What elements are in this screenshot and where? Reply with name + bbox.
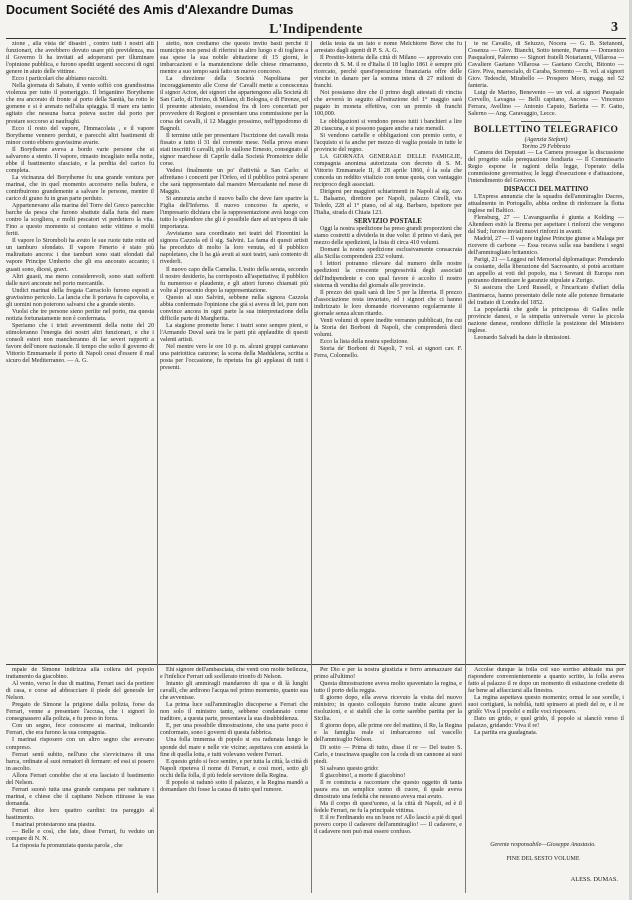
paragraph: zione , alla vista de' disastri , contro tutti i nostri alti funzionari, che avrebbero dovuto usare più previdenza, ma il Governo li ha invitati ad adoperarsi per illuminare l'opinione pubblica, e furono spediti urgenti soccorsi di ogni genere in aiuto delle vittime. [6,41,154,76]
paragraph: La regina aspettava questo momento; ormai le sue sorelle, i suoi cortigiani, la nobiltà, tutti spinsero ai piedi del re, e il re gridò: Viva il popolo! e mille voci risposero. [468,695,624,716]
paragraph: Nella giornata di Sabato, il vento soffiò con grandissima violenza per tutto il pomeriggio. Il brigantino Borytheme che era ancorato di fronte al porto della Sanità, ha rotto le gomene e si è arenato nell'alta spiaggia. Il mare era tanto agitato che nessuna barca poteva uscire dal porto per prestare soccorso ai naufraghi. [6,83,154,125]
paragraph: mpale de Simone indirizza alla collera del popolo trattamento da giacobino. [6,667,154,681]
paragraph: Il vapore lo Stromboli ha avuto le sue ruote tutte rotte ed un tamburo sfondato. Il vapore Fenerio è stato più maltrattato ancora: i due tamburi sono stati sfondati dal vapore Principe Umberto che gli era ancorato accanto; i guasti sono, dicesi, gravi. [6,238,154,273]
paragraph: Nel mentre vero le ore 10 p. m. alcuni gruppi cantavano una patriottica canzone; la scena della Maddalena, scritta a posta per l'occasione, fu ripetuta fra gli applausi di tutti i presenti. [160,344,308,372]
paragraph: Camera dei Deputati — La Camera prosegue la discussione del progetto sulla perequazione fondiaria — Il Commissario Regio espone le ragioni della legge, l'operato della commissione governativa; le leggi d'esecuzione e d'attuazione, l'intendimento del Governo. [468,149,624,184]
paragraph: Il termine utile per presentare l'iscrizione dei cavalli resta fissato a tutto il 31 del corrente mese. Nella prova erano stati inscritti 6 cavalli, più lo stallone Ernesto, consegnato al signor marchese di Caprile dalla Società Promotrice delle corse. [160,132,308,167]
feuilleton-rule [6,664,626,665]
paragraph: Accolse dunque la folla col suo sorriso abituale ma per rispondere convenientemente a quanto scritto, la folla aveva fatto al palazzo il re dopo un momento di esitazione credette di far bene ad affacciarsi alla finestra. [468,667,624,695]
paragraph: Di sotto — Prima di tutto, disse il re — Del teatro S. Carlo, e trascinava quaglie con la coda di un cannone ai suoi piedi. [314,744,462,765]
paragraph: Dato un grido, e quel grido, il popolo si slanciò verso il palazzo, gridando: Viva il re! [468,716,624,730]
column-4 [468,41,624,664]
paragraph: — Belle e così, che fate, disse Ferrari, fu veduto un compare di N. N. [6,829,154,843]
section-rule [521,121,571,122]
paragraph: Per Dio e per la nostra giustizia e ferro ammazzare dal primo all'ultimo! [314,667,462,681]
paragraph: Speriamo che i tristi avvenimenti della notte del 20 stimoleranno l'energia dei nostri altri funzionari, e che i consoli esteri non mancheranno di far severi rapporti a favore dell'onore nazionale. Il tempo che solto il governo di Vittorio Emmanuele il porto di Napoli cessi d'essere il mal sicuro del Mediterraneo. — A. G. [6,322,154,365]
paragraph: I marinai protestarono una piastra. [12,822,96,829]
paragraph: Noi possiamo dire che il primo degli attestati di vincita che avverrà in seguito all'estrazione del 1° maggio sarà pagato in moneta effettiva, con un premio di franchi 100,000. [314,90,462,118]
paragraph: Storia de' Borboni di Napoli, 7 vol. ai signori cav. F. Ferra, Colonnello. [314,345,462,360]
paragraph: Oggi la nostra spedizione ha preso grandi proporzioni che siamo costretti a dividerla in due volte: il primo vi darà, per mezzo delle spedizioni, la lista di circa 410 volumi. [314,226,462,247]
paragraph: E questo grido si fece sentire, e per tutta la città, la città di Napoli ripeteva il nome di Ferrari, e così morì, sotto gli occhi della folla, il più fedele servitore della Regina. [160,758,308,779]
paragraph: Appartenevano alla marina del Torre del Greco parecchie barche da pesca che furono sbattute dalla furia del mare contro la scogliera, e molti pescatori vi perdettero la vita. Fino a questo momento si contano sette vittime e molti feriti. [6,203,154,238]
paragraph: Le obbligazioni si vendono presso tutti i banchieri a lire 20 ciascuna, e si possono pagare anche a rate mensili. [314,118,462,132]
column-2 [160,41,308,664]
end-of-volume-note: FINE DEL SESTO VOLUME [506,856,580,862]
paragraph: La popolarità che gode la principessa di Galles nelle provincie danesi, e la simpatia universale verso la piccola nazione danese, rendono difficile la posizione del Ministero inglese. [468,306,624,334]
gerente-line: Gerente responsabile—Gioseppe Anastasio. [490,842,596,848]
paragraph: Ecco il resto del vapore, l'Immacolata , e il vapore Borytheme vennero perduti, e parecchi altri bastimenti di minor conto ebbero gravissime avarie. [6,125,154,146]
document-caption: Document Société des Amis d'Alexandre Dumas [6,3,294,17]
paragraph: Il prezzo dei quali sarà di lire 5 per la libreria. Il prezzo d'associazione resta invariato, ed i signori che ci hanno indirizzato le loro domande riceveranno regolarmente il giornale senza alcun ritardo. [314,289,462,317]
paragraph: Domani la nostra spedizione esclusivamente consacrata alla Sicilia comprenderà 232 volumi. [314,247,462,261]
paragraph: Il giorno dopo, ella aveva ricevuto la visita del nuovo ministro; in questo colloquio furono tratte alcune gravi risoluzioni, e si stabilì che la corte sarebbe partita per la Sicilia. [314,695,462,723]
paragraph: Flensburg, 27 — L'avanguardia è giunta a Kolding — Altendeen esitò la Brema per aspettare i rinforzi che vengono dal Sud; furono inviati nuovi rinforzi in avanti. [468,214,624,236]
paragraph: Questa dimostrazione aveva molto spaventato la regina, e tutto il porto della reggia. [314,681,462,695]
paragraph: Ecco la lista della nostra spedizione. [320,338,409,345]
top-rule [6,38,626,39]
paragraph: Allora Ferrari conobbe che si era lasciato il bastimento del Nelson. [6,772,154,786]
paragraph: Il re comincia a raccontare che questo oggetto di tanta paura era un semplice uomo di cuore, il quale aveva dimostrato una fedeltà che nessuno aveva mai avuto. [314,779,462,800]
upper-columns [6,41,626,664]
agency-subtitle: (Agenzia Stefani) [524,135,568,143]
paragraph: Altri guasti, ma meno considerevoli, sono stati sofferti dalle navi ancorate nel porto mercantile. [6,273,154,287]
feuilleton-column-3 [314,667,462,895]
paragraph: Il giacobino!, a morte il giacobino! [320,772,406,779]
paragraph: La vicinanza del Borytheme fu una grande ventura per marinai, che in quel momento accorsero nella bufera, e contribuirono grandemente a salvare le persone, mentre il carico di grano fu in gran parte perduto. [6,174,154,203]
paragraph: Madrid, 27 — Il vapore inglese Principe giunse a Malaga per ricevere di carbone — Essa recava sulla sua bandiera i segni dell'ammiragliato britannico. [468,236,624,257]
feuilleton-column-2 [160,667,308,895]
paragraph: Ehi signore dell'ambasciata, che venti con molte bellezza, e l'infelice Ferrari udì scellerato trionfo di Nelson. [160,667,308,681]
paragraph: La stagione promette bene: i teatri sono sempre pieni, e l'Armando Duval sarà tra le parti più applaudite di questi valenti artisti. [160,322,308,343]
paragraph: Undici marinai della fregata Carraciolo furono esposti a gravissimo pericolo. La lancia che li portava fu capovolta, e gli uomini non poterono salvarsi che a grande stento. [6,287,154,308]
paragraph: Il Borytheme aveva a bordo varie persone che si salvarono a stento. Il vapore, rimasto incagliato nella notte, ebbe il bastimento sfasciato, e la perdita del carico fu completa. [6,146,154,174]
column-1 [6,41,154,664]
feuilleton-column-1 [6,667,154,895]
paragraph: La direzione della Società Napolitana per incoraggiamento alle Corse de' Cavalli mette a conoscenza il signor Acton, dei signori che appartengono alla Società di San Carlo, di Torino, di Milano, di Bologna, e di Firenze, ed il presente attestato, essendosi fra di loro concertati per provvedere di Regioni e presentare una commissione per la corsa dei cavalli, il 12 Maggio prossimo, nell'ippodromo di Bagnoli. [160,76,308,132]
paragraph: Vuolsi che tre persone sieno periite nel porto, ma questa notizia fortunatamente non è confermata. [6,308,154,322]
section-heading-telegraph: BOLLETTINO TELEGRAFICO [473,124,619,135]
paragraph: Si assicura che Lord Russell, e l'incaricato d'affari della Danimarca, hanno presentato delle note alle potenze firmatarie del trattato di Londra del 1852. [468,285,624,306]
paragraph: Avvisiamo sara coordinato nei teatri del Fiorentini la signora Cazzola ed il sig. Salvini. La fama di questi artisti ha preceduto di molto la loro venuta, ed il pubblico napoletano, che li ha già avuti ai suoi teatri, sarà contento di rivederli. [160,231,308,266]
newspaper-title: L'Indipendente [269,21,363,36]
paragraph: Con un segno, fece conoscere ai marinai, indicando Ferrari, che era furono la sua compagnia. [6,723,154,737]
author-signature: ALESS. DUMAS. [570,876,618,883]
paragraph: Parigi, 21 — Leggesi nel Memorial diplomatique: Prendendo la costante, della liberazione del Sacrosanto, si potrà accettare un appello ai voti del popolo, ma i Sovrani di Europa non potranno dimenticare le garanzie stipulate a Zurigo. [468,257,624,285]
paragraph: Una folla immensa di popolo si era radunata lungo le sponde del mare e nelle vie vicine; aspettava con ansietà la fine di quella lotta, e tutti volevano vedere Ferrari. [160,737,308,758]
paragraph: La prima luce sull'ammiraglio discoperse a Ferrari che non solo il ministro tanto, sebbene condannato come traditore, a questa parte, presentava la sua disubbidienza. [160,702,308,723]
paragraph: te ne Cavallo, di Seluzzo, Nocera — G. B. Stefanoni, Cosenza — Giov. Bianchi, Sotto tenente, Parma — Domenico Pasqualoni, Palermo — Signori fratelli Notarianni, Villarosa — Cavaliere Gaetano Villarosa — Gaetano Cecchi, Bitonto — Giov. Piva, marescialo, di Caraba, Sorrento — B. vol. ai signori Giov. Tedeschi, Mirabello — Prospero Moro, magg. nel 52 fanteria. [468,41,624,90]
paragraph: Al vento, verso le due di mattina, Ferrari uscì da portiere di casa, e corse ad abbracciare il piede del generale ler Nelson. [6,681,154,702]
paragraph: LA GIORNATA GENERALE DELLE FAMIGLIE, compagnia anonima autorizzata con decreto di S. M. Vittorio Emmanuele II, il 28 aprile 1860, è la sola che conceda un reddito vitalizio con tenue quota, con vantaggio reciproco degli associati. [314,153,462,188]
paragraph: Ferrari sentì subito, nell'uno che s'avvicinava di una barca, ordinate al suoi rematori di fermare: ed essi si posero in ascolto. [6,751,154,772]
paragraph: La partita era guadagnata. [474,730,538,737]
paragraph: Ferrari suonò tutta una grande campana per radunare i marinai, e chiese che il capitano Nelson ritirasse la sua domanda. [6,786,154,807]
paragraph: della testa da un lato e nome Melchiorre Bove che fu arrestato dagli agenti di P. S. A. G. [314,41,462,55]
masthead [0,20,632,38]
section-heading-dispatches: DISPACCI DEL MATTINO [503,184,589,193]
paragraph: Intanto gli ammiragli mandarono di qua e di là lunghi cavalli, che ardirono l'acqua nel primo momento, quanto sua che avvenisse. [160,681,308,702]
paragraph: E, per una possibile dimostrazione, che una parte poco è conformato, sono i governi di questa fabbrica. [160,723,308,737]
paragraph: La risposta fu pronunziata questa parola , che [12,843,123,850]
paragraph: Il giorno dopo, alle prime ore del mattino, il Re, la Regina e la famiglia reale si imbarcarono sul vascello dell'ammiraglio Nelson. [314,723,462,744]
paragraph: aietto, non crediamo che questo invito basti perchè il municipio non pensi di riferirsi in altro luogo e di togliere a sua spese la sua nobile abitazione di 15 giorni, le imbarcazioni e la manutenzione delle chiese rimarranno, mentre a suo tempo sarà fatto un nuovo concorso. [160,41,308,76]
paragraph: Luigi de Marino, Benevento — un vol. ai signori Pasquale Cervello, Lavagna — Belli capitano, Ancona — Vincenzo Ferrara, Avellino — Antonio Caputo, Barletta — F. Gatto, Salerno — Ang. Caravaggio, Lecce. [468,90,624,118]
dateline: Torino 29 Febbraio [521,142,571,150]
paragraph: I lettori potranno rilevare dal numero delle nostre spedizioni la crescente progressività degli associati dell'Indipendente e con qual favore è accolto il nostro sistema di vendita del giornale alle provincie. [314,261,462,289]
page-number: 3 [611,20,618,35]
paragraph: Il popolo si radunò sotto il palazzo, e la Regina mandò a domandare chi fosse la causa di tutto quel rumore. [160,779,308,793]
column-3 [314,41,462,664]
paragraph: L'Express annunzia che la squadra dell'ammiraglio Dacres, attualmente in Portogallo, abbia ordine di rinforzare la flotta inglese nel Baltico. [468,193,624,214]
paragraph: I marinai risposero con un altro segno che avevano compreso. [6,737,154,751]
section-heading-postal: SERVIZIO POSTALE [354,217,422,226]
paragraph: Il nuovo capo della Camelia. L'esito della serata, secondo il nostro desiderio, ha corrisposto all'aspettativa; il pubblico fu numeroso e plaudente, e gli attori furono chiamati più volte al proscenio dopo la rappresentazione. [160,266,308,294]
paragraph: Dirigersi per maggiori schiarimenti in Napoli al sig. cav. L. Balsamo, direttore per Napoli, palazzo Cirelli, via Toledo, 228 al 1° piano, od al sig. Barbaro, ispettore per l'Italia, strada di Chiaia 123. [314,188,462,217]
paragraph: Si vendono cartelle e obbligazioni con premio certo, e l'acquisto si fa anche per mezzo di vaglia postale in tutte le provincie del regno. [314,132,462,153]
paragraph: Ma il corpo di quest'uomo, si la città di Napoli, ed è il fedele Ferrari, ne fu la principale vittima. [314,800,462,814]
paragraph: Venti volumi di opere inedite verranno pubblicati, fra cui la Storia dei Borboni di Napoli, che comprenderà dieci volumi. [314,317,462,338]
paragraph: Ferrari dice loro quattro cardini: tra pareggio al bastimento. [6,807,154,821]
paragraph: Vedesi finalmente un po' d'attività a San Carlo: si affrettano i concerti per l'Orfeo, ed il pubblico potrà sperare che sarà rappresentato dal maestro Mercadante nel mese di Maggio. [160,167,308,195]
paragraph: Pregato de Simone la prigione dalla polizia, forse da Ferrari, venne a presentare l'accusa, che i signori lo consegnassero alla polizia, e fu preso in forza. [6,702,154,723]
paragraph: E il re Ferdinando era un buon re! Allo lasciò a piè di quel povero corpo il cadavere dell'ammiraglio! — Il cadavere, e il cadavere non può mai essere confuso. [314,814,462,836]
paragraph: Ecco i particolari che abbiamo raccolti. [12,76,108,83]
paragraph: Leonardo Salvadi ha dato le dimissioni. [474,334,571,341]
paragraph: Il Prestito-lotteria della città di Milano — approvato con decreto di S. M. il re d'Italia il 18 luglio 1861 è sempre più ricercato, perchè quest'operazione finanziaria offre delle vincite in danaro per la somma intera di 27 milioni di franchi. [314,55,462,90]
paragraph: Questo al suo Salvini, sebbene nella signora Cazzola abbia confermato l'opinione che già si aveva di lei, pure non convince ancora in ogni parte la sua interpretazione della difficile parte di Margherita. [160,294,308,322]
paragraph: Si annunzia anche il nuovo ballo che deve fare sparire la Figlia dell'Inferno. Il nuovo concorso fu aperto, e l'impresario dichiara che la rappresentazione avrà luogo con tutto lo splendore che gli è possibile dare ad un'opera di tale importanza. [160,196,308,231]
paragraph: Si salvano questo grido: [320,765,379,772]
